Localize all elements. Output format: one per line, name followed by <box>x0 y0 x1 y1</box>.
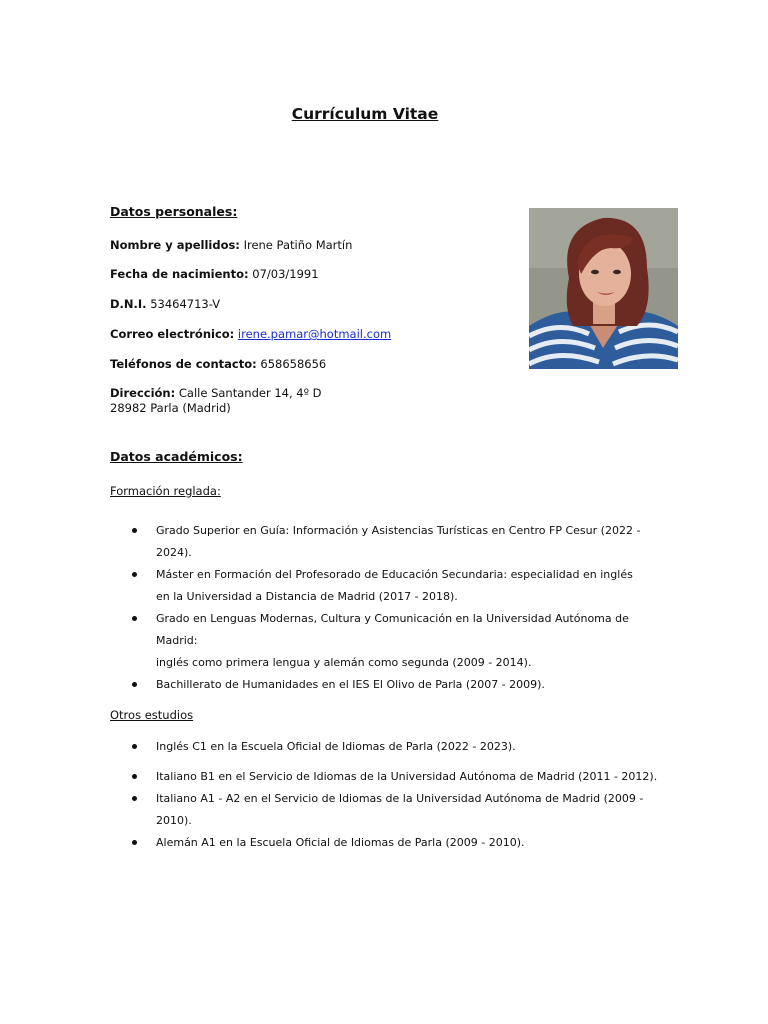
list-item-text: Alemán A1 en la Escuela Oficial de Idiomas de Parla (2009 - 2010). <box>156 836 525 849</box>
field-birth-date <box>110 267 319 282</box>
field-value: Irene Patiño Martín <box>243 238 353 252</box>
profile-photo <box>529 208 678 369</box>
field-email <box>110 327 391 342</box>
email-link[interactable]: irene.pamar@hotmail.com <box>237 327 392 341</box>
field-value: 658658656 <box>260 357 327 371</box>
field-value: 07/03/1991 <box>252 267 319 281</box>
list-item <box>130 788 670 832</box>
field-label: Correo electrónico: <box>110 327 235 341</box>
other-studies-list <box>130 736 670 854</box>
list-item-line2: en la Universidad a Distancia de Madrid (2017 - 2018). <box>156 590 458 603</box>
field-label: Dirección: <box>110 386 176 400</box>
field-value-line2: 28982 Parla (Madrid) <box>110 401 231 415</box>
bullet-icon <box>132 616 137 621</box>
list-item-line2: inglés como primera lengua y alemán como segunda (2009 - 2014). <box>156 656 532 669</box>
document-title: Currículum Vitae <box>291 105 439 123</box>
bullet-icon <box>132 774 137 779</box>
other-studies-heading: Otros estudios <box>110 708 194 722</box>
list-item-text: Italiano A1 - A2 en el Servicio de Idiomas de la Universidad Autónoma de Madrid (2009 - 2010). <box>156 792 644 827</box>
bullet-icon <box>132 572 137 577</box>
field-phone <box>110 357 326 372</box>
field-value: Calle Santander 14, 4º D <box>178 386 322 400</box>
list-item <box>130 766 670 788</box>
list-item-line1: Grado en Lenguas Modernas, Cultura y Comunicación en la Universidad Autónoma de Madrid: <box>156 612 629 647</box>
formal-education-heading: Formación reglada: <box>110 484 221 498</box>
list-item-text: Inglés C1 en la Escuela Oficial de Idiomas de Parla (2022 - 2023). <box>156 740 516 753</box>
list-item-line1: Grado Superior en Guía: Información y Asistencias Turísticas en Centro FP Cesur (2022 - <box>156 524 641 537</box>
field-label: Nombre y apellidos: <box>110 238 240 252</box>
list-item <box>130 520 670 564</box>
list-item <box>130 832 670 854</box>
bullet-icon <box>132 796 137 801</box>
list-item-line1: Bachillerato de Humanidades en el IES El Olivo de Parla (2007 - 2009). <box>156 678 545 691</box>
field-dni <box>110 297 220 312</box>
field-full-name <box>110 238 352 253</box>
bullet-icon <box>132 840 137 845</box>
field-address <box>110 386 322 416</box>
field-value: 53464713-V <box>150 297 221 311</box>
list-item-text: Italiano B1 en el Servicio de Idiomas de la Universidad Autónoma de Madrid (2011 - 2012). <box>156 770 658 783</box>
list-item-line2: 2024). <box>156 546 192 559</box>
list-item-line1: Máster en Formación del Profesorado de Educación Secundaria: especialidad en inglés <box>156 568 633 581</box>
list-item <box>130 564 670 608</box>
list-item <box>130 608 670 674</box>
field-label: D.N.I. <box>110 297 147 311</box>
bullet-icon <box>132 528 137 533</box>
academic-data-heading: Datos académicos: <box>110 449 243 464</box>
list-item <box>130 736 670 758</box>
field-label: Teléfonos de contacto: <box>110 357 257 371</box>
formal-education-list <box>130 520 670 696</box>
personal-data-heading: Datos personales: <box>110 204 238 219</box>
bullet-icon <box>132 744 137 749</box>
field-label: Fecha de nacimiento: <box>110 267 249 281</box>
profile-photo-image <box>529 208 678 369</box>
list-item <box>130 674 670 696</box>
bullet-icon <box>132 682 137 687</box>
